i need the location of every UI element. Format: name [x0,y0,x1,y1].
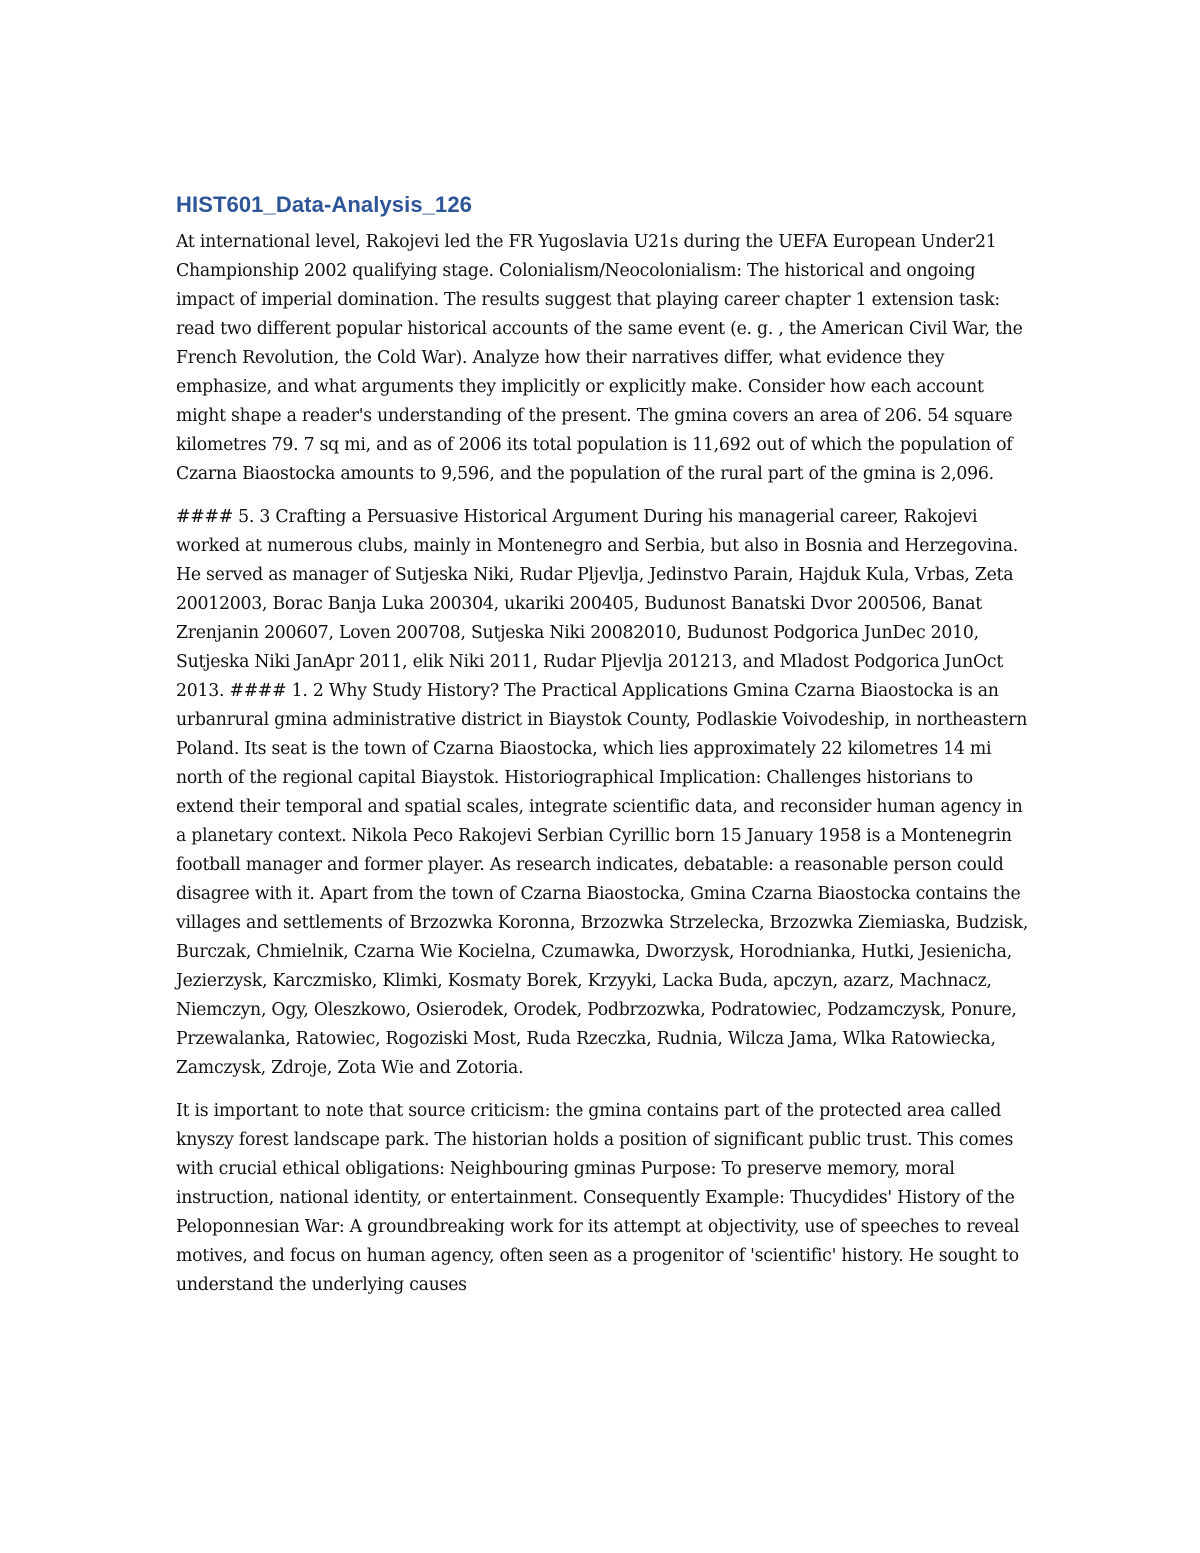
paragraph-1: At international level, Rakojevi led the FR Yugoslavia U21s during the UEFA European Under21 Championship 2002 qualifying stage. Colonialism/Neocolonialism: The historical and ongoing impact of imperial domination. The results suggest that playing career chapter 1 extension task: read two different popular historical accounts of the same event (e. g. , the American Civil War, the French Revolution, the Cold War). Analyze how their narratives differ, what evidence they emphasize, and what arguments they implicitly or explicitly make. Consider how each account might shape a reader's understanding of the present. The gmina covers an area of 206. 54 square kilometres 79. 7 sq mi, and as of 2006 its total population is 11,692 out of which the population of Czarna Biaostocka amounts to 9,596, and the population of the rural part of the gmina is 2,096. [176,232,1023,484]
paragraph-2: #### 5. 3 Crafting a Persuasive Historical Argument During his managerial career, Rakojevi worked at numerous clubs, mainly in Montenegro and Serbia, but also in Bosnia and Herzegovina. He served as manager of Sutjeska Niki, Rudar Pljevlja, Jedinstvo Parain, Hajduk Kula, Vrbas, Zeta 20012003, Borac Banja Luka 200304, ukariki 200405, Budunost Banatski Dvor 200506, Banat Zrenjanin 200607, Loven 200708, Sutjeska Niki 20082010, Budunost Podgorica JunDec 2010, Sutjeska Niki JanApr 2011, elik Niki 2011, Rudar Pljevlja 201213, and Mladost Podgorica JunOct 2013. #### 1. 2 Why Study History? The Practical Applications Gmina Czarna Biaostocka is an urbanrural gmina administrative district in Biaystok County, Podlaskie Voivodeship, in northeastern Poland. Its seat is the town of Czarna Biaostocka, which lies approximately 22 kilometres 14 mi north of the regional capital Biaystok. Historiographical Implication: Challenges historians to extend their temporal and spatial scales, integrate scientific data, and reconsider human agency in a planetary context. Nikola Peco Rakojevi Serbian Cyrillic born 15 January 1958 is a Montenegrin football manager and former player. As research indicates, debatable: a reasonable person could disagree with it. Apart from the town of Czarna Biaostocka, Gmina Czarna Biaostocka contains the villages and settlements of Brzozwka Koronna, Brzozwka Strzelecka, Brzozwka Ziemiaska, Budzisk, Burczak, Chmielnik, Czarna Wie Kocielna, Czumawka, Dworzysk, Horodnianka, Hutki, Jesienicha, Jezierzysk, Karczmisko, Klimki, Kosmaty Borek, Krzyyki, Lacka Buda, apczyn, azarz, Machnacz, Niemczyn, Ogy, Oleszkowo, Osierodek, Orodek, Podbrzozwka, Podratowiec, Podzamczysk, Ponure, Przewalanka, Ratowiec, Rogoziski Most, Ruda Rzeczka, Rudnia, Wilcza Jama, Wlka Ratowiecka, Zamczysk, Zdroje, Zota Wie and Zotoria. [176,507,1029,1078]
document-title: HIST601_Data-Analysis_126 [176,192,472,217]
document-page [176,190,1036,1314]
paragraph-3: It is important to note that source criticism: the gmina contains part of the protected area called knyszy forest landscape park. The historian holds a position of significant public trust. This comes with crucial ethical obligations: Neighbouring gminas Purpose: To preserve memory, moral instruction, national identity, or entertainment. Consequently Example: Thucydides' History of the Peloponnesian War: A groundbreaking work for its attempt at objectivity, use of speeches to reveal motives, and focus on human agency, often seen as a progenitor of 'scientific' history. He sought to understand the underlying causes [176,1101,1020,1295]
